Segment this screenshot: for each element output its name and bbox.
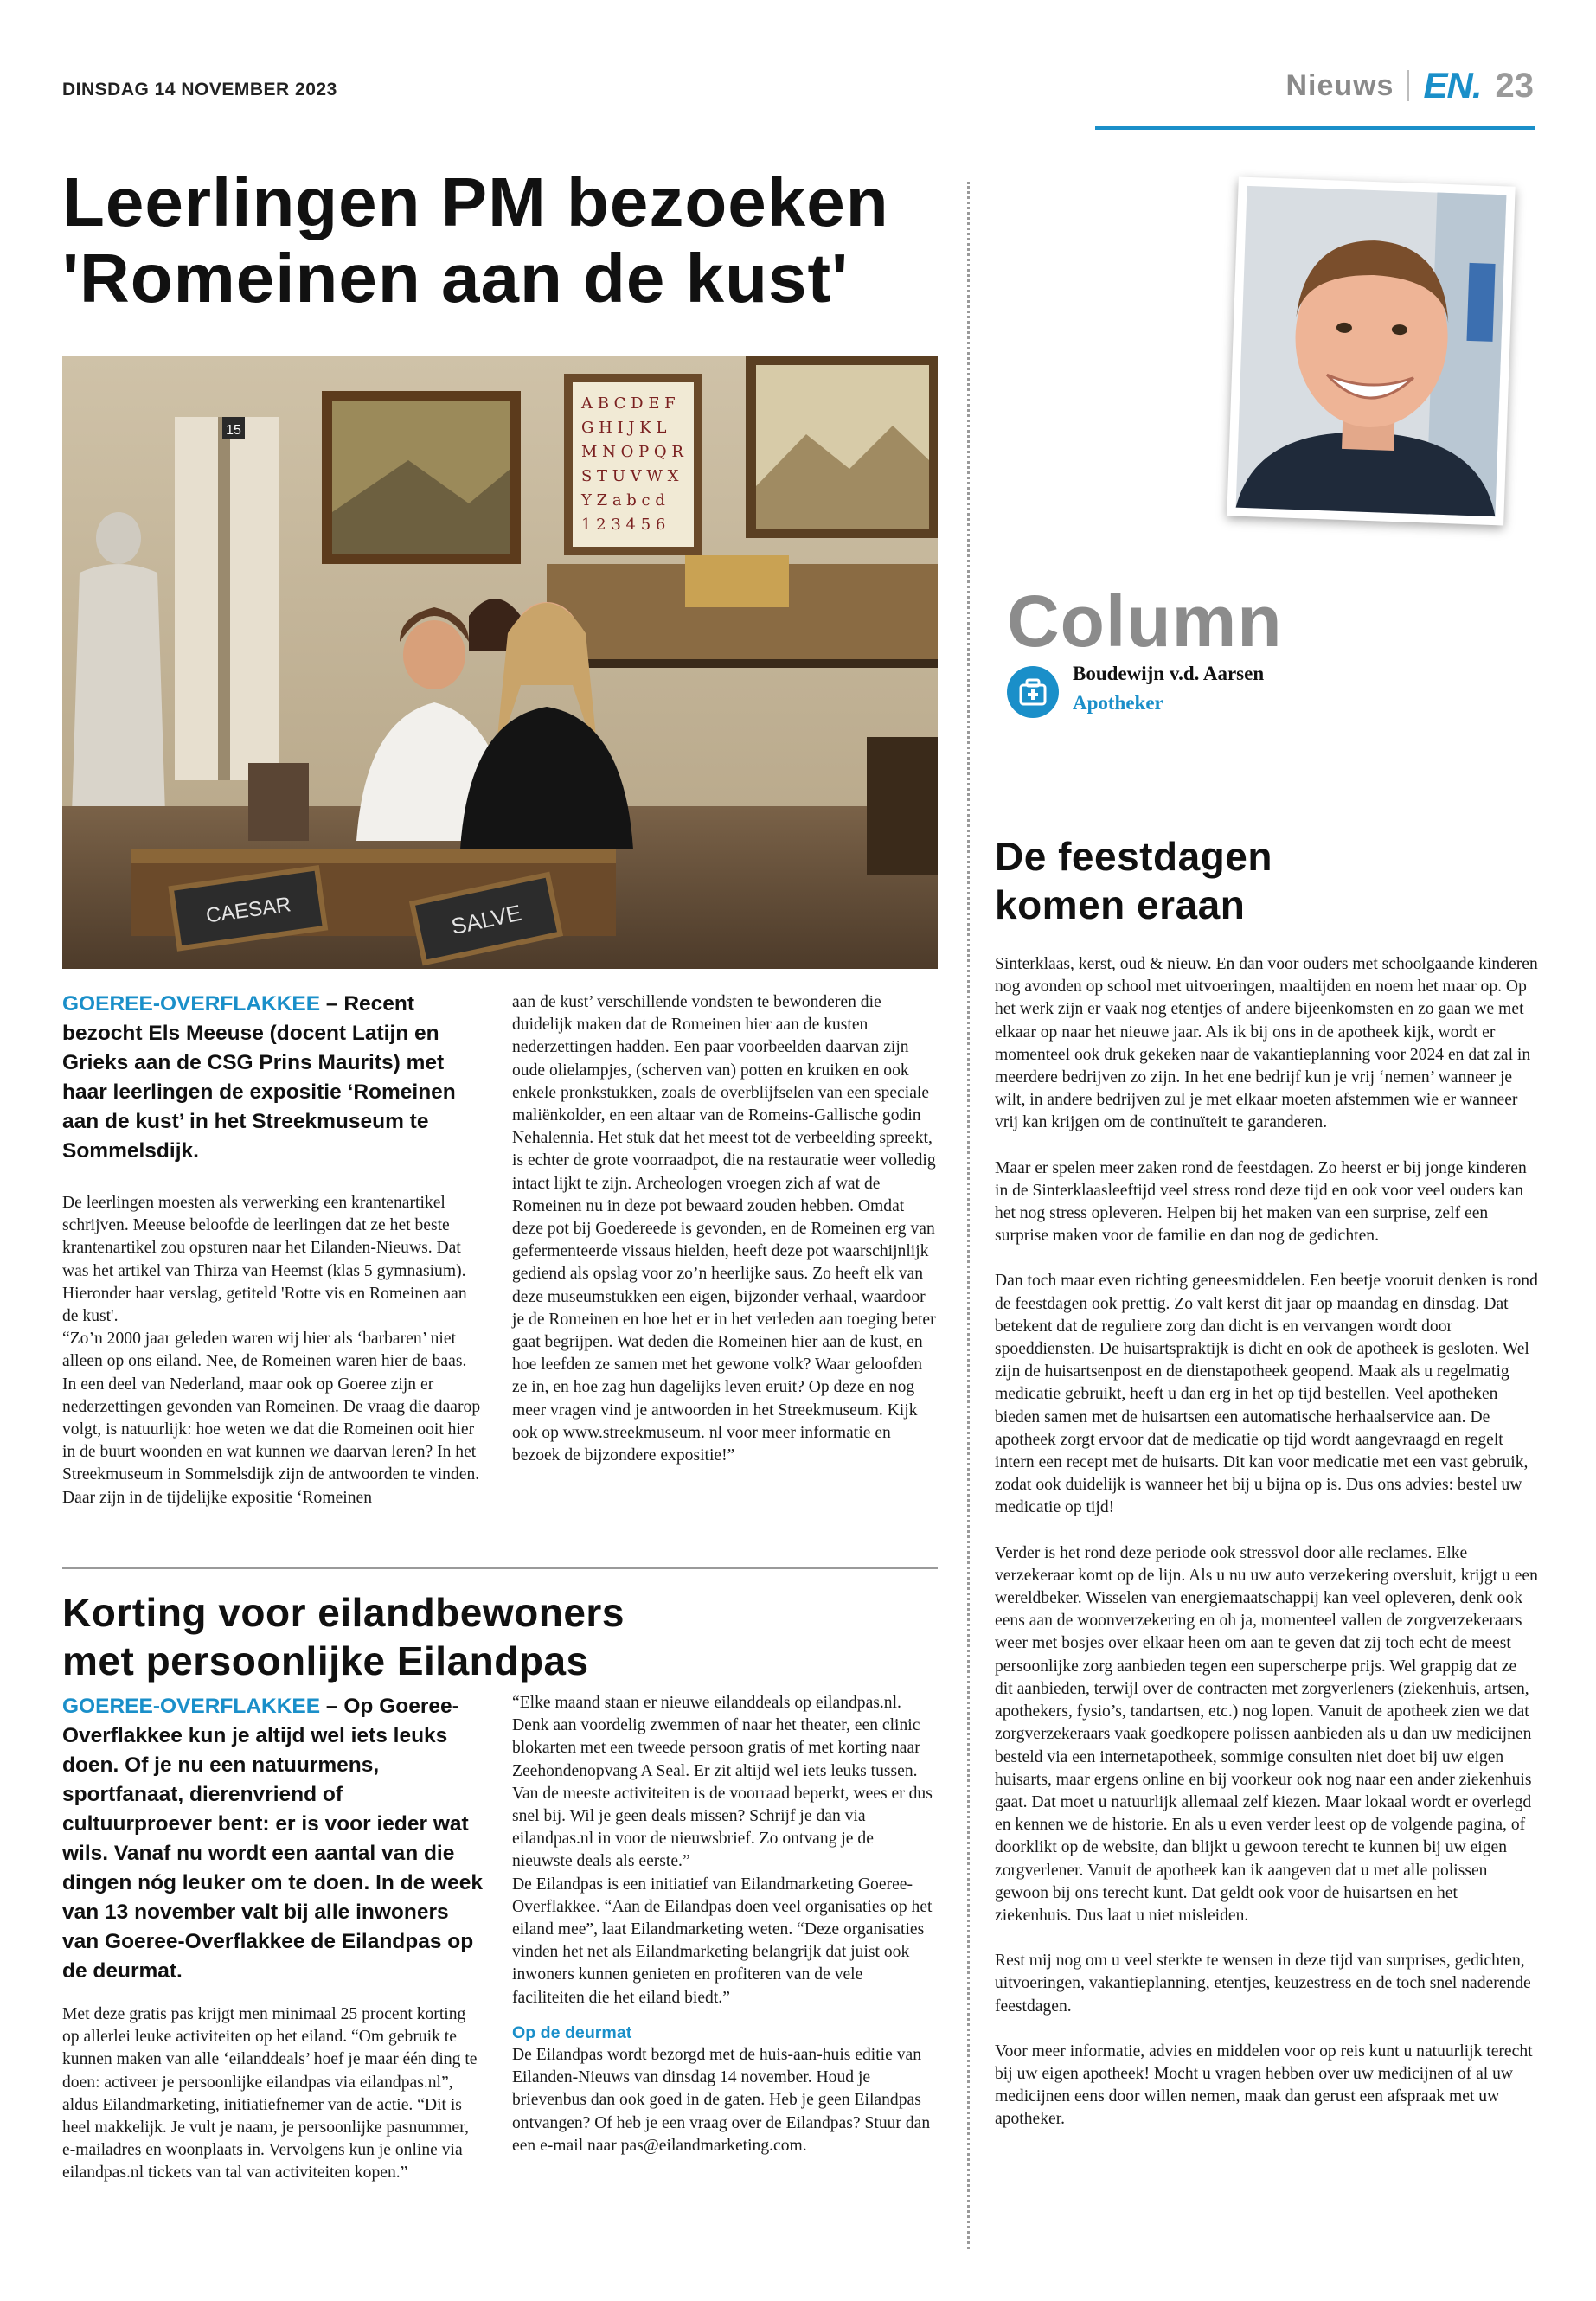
svg-text:Y Z a b c d: Y Z a b c d <box>581 491 665 510</box>
page-number: 23 <box>1495 66 1534 105</box>
body-paragraph: Rest mij nog om u veel sterkte te wensen in deze tijd van surprises, gedichten, uitvoeringen, vakantieplanning, etentjes, keuzestress en de toch snel naderende feestdagen. <box>995 1952 1531 2016</box>
header-rule <box>1095 126 1535 130</box>
article-lead-text: – Recent bezocht Els Meeuse (docent Latijn en Grieks aan de CSG Prins Maurits) met haar leerlingen de expositie ‘Romeinen aan de kust’ in het Streekmuseum te Sommelsdijk. <box>62 992 456 1163</box>
svg-text:A B C D E F: A B C D E F <box>581 394 676 413</box>
article2-headline <box>62 1588 938 1685</box>
article2-body-col1 <box>62 2003 483 2185</box>
article-kicker: GOEREE-OVERFLAKKEE <box>62 992 321 1016</box>
column-label: Column <box>1007 580 1283 662</box>
svg-text:G H I J K L: G H I J K L <box>581 419 667 437</box>
article-body-col2 <box>512 991 938 1467</box>
svg-text:1 2 3 4 5 6: 1 2 3 4 5 6 <box>581 516 666 534</box>
body-paragraph: Verder is het rond deze periode ook stressvol door alle reclames. Elke verzekeraar komt op de lijn. Als u nu uw auto verzekering oversluit, krijgt u een wereldbeker. Wisselen van energiemaatschappij kan veel opleveren, denk ook eens aan de woonverzekering en oh ja, momenteel vallen de zorgverzekeraars weer met bosjes over elkaar heen om aan te geven dat zij toch echt de meest persoonlijke zorg aanbieden tegen een superscherpe prijs. Wel grappig dat ze dit aanbieden, terwijl over de contracten met zorgverleners (ziekenhuis, artsen, apothekers, fysio’s, tandartsen, etc.) nog lopen. Vanuit de apotheek zien we dat zorgverzekeraars vaak goedkopere polissen aanbieden als u dan uw medicijnen besteld via een internetapotheek, sommige consulten niet doet bij uw eigen huisarts, maar ergens online en bij voorkeur ook nog naar een ander ziekenhuis gaat. Dat moet u natuurlijk allemaal zelf kiezen. Maar lokaal wordt er overlegd en kennen we de historie. En als u even verder leest op de volgende pagina, of doorklikt op de website, dan blijkt u gewoon terecht te kunnen bij uw eigen zorgverlener. Vanuit de apotheek kan ik aangeven dat u met alle polissen gewoon bij ons terecht kunt. Dat geldt ook voor de huisartsen en het ziekenhuis. Dus laat u niet misleiden. <box>995 1543 1538 1925</box>
pharmacy-icon <box>1007 666 1059 718</box>
body-paragraph: “Elke maand staan er nieuwe eilanddeals op eilandpas.nl. Denk aan voordelig zwemmen of naar het theater, een clinic blokarten met een tweede persoon gratis of met korting naar Zeehondenopvang A Seal. Er zit altijd wel iets leuks tussen. Van de meeste activiteiten is de voorraad beperkt, wees er dus snel bij. Wil je geen deals missen? Schrijf je dan via eilandpas.nl in voor de nieuwsbrief. Zo ontvang je de nieuwste deals als eerste.” <box>512 1694 933 1871</box>
headline-line-2: met persoonlijke Eilandpas <box>62 1638 589 1683</box>
headline-line-1: Leerlingen PM bezoeken <box>62 163 889 240</box>
author-name: Boudewijn v.d. Aarsen <box>1073 663 1265 684</box>
slate-sign-left: CAESAR <box>204 893 292 928</box>
body-paragraph: Met deze gratis pas krijgt men minimaal 25 procent korting op allerlei leuke activiteiten op het eiland. “Om gebruik te kunnen maken van alle ‘eilanddeals’ hoef je maar één ding te doen: activeer je persoonlijke eilandpas via eilandpas.nl”, aldus Eilandmarketing, initiatiefnemer van de actie. “Dit is heel makkelijk. Je vult je naam, je persoonlijke pasnummer, e-mailadres en woonplaats in. Vervolgens kun je online via eilandpas.nl tickets van tal van activiteiten kopen.” <box>62 2005 478 2182</box>
author-role: Apotheker <box>1073 692 1163 714</box>
article2-lead <box>62 1692 483 1986</box>
body-paragraph: De Eilandpas is een initiatief van Eilandmarketing Goeree-Overflakkee. “Aan de Eilandpas doen veel organisaties op het eiland mee”, laat Eilandmarketing weten. “Deze organisaties vinden het net als Eilandmarketing belangrijk dat juist ook inwoners kunnen genieten en profiteren van de vele faciliteiten die het eiland biedt.” <box>512 1875 933 2007</box>
headline-line-2: 'Romeinen aan de kust' <box>62 240 849 317</box>
article-headline <box>62 164 936 317</box>
page-header <box>1285 64 1534 107</box>
body-paragraph: Voor meer informatie, advies en middelen voor op reis kunt u natuurlijk terecht bij uw eigen apotheek! Mocht u vragen hebben over uw medicijnen of al uw medicijnen eens door willen nemen, maak dan gerust een afspraak met uw apotheker. <box>995 2041 1533 2129</box>
article-lead <box>62 990 483 1166</box>
body-paragraph: Sinterklaas, kerst, oud & nieuw. En dan voor ouders met schoolgaande kinderen nog avonden op school met uitvoeringen, maaltijden en noem het maar op. Op het werk zijn er vaak nog etentjes of andere bijeenkomsten en zo gaan we met elkaar op naar het nieuwe jaar. Als ik bij ons in de apotheek kijk, wordt er momenteel ook druk gekeken naar de vakantieplanning voor 2024 en dat zal in meerdere bedrijven zo zijn. In het ene bedrijf kun je vrij ‘nemen’ wanneer je wilt, in andere bedrijven zul je met elkaar moeten afstemmen wie er wanneer vrij kan krijgen om de continuïteit te garanderen. <box>995 955 1538 1132</box>
door-number: 15 <box>226 423 241 438</box>
headline-line-2: komen eraan <box>995 882 1246 927</box>
body-paragraph: De leerlingen moesten als verwerking een krantenartikel schrijven. Meeuse beloofde de leerlingen dat ze het beste krantenartikel zou opsturen naar het Eilanden-Nieuws. Dat was het artikel van Thirza van Heemst (klas 5 gymnasium). Hieronder haar verslag, getiteld 'Rotte vis en Romeinen aan de kust'. <box>62 1194 467 1326</box>
article-separator <box>62 1567 938 1569</box>
body-paragraph: Maar er spelen meer zaken rond de feestdagen. Zo heerst er bij jonge kinderen in de Sinterklaasleeftijd veel stress rond deze tijd en ook voor veel ouders kan het nog stress opleveren. Helpen bij het maken van een surprise, zelf een surprise maken voor de familie en dan nog de gedichten. <box>995 1158 1527 1246</box>
article2-kicker: GOEREE-OVERFLAKKEE <box>62 1695 321 1718</box>
body-paragraph: aan de kust’ verschillende vondsten te bewonderen die duidelijk maken dat de Romeinen hier aan de kusten nederzettingen hadden. Een paar voorbeelden daarvan zijn oude olielampjes, (scherven van) potten en kruiken en ook enkele pronkstukken, zoals de overblijfselen van een speciale maliënkolder, en een altaar van de Romeins-Gallische godin Nehalennia. Het stuk dat het meest tot de verbeelding spreekt, is echter de grote voorraadpot, die na restauratie weer volledig intact lijkt te zijn. Archeologen vroegen zich af wat de Romeinen nu in deze pot bewaard zouden hebben. Omdat deze pot bij Goedereede is gevonden, en de Romeinen erg van gefermenteerde vissaus hielden, heeft deze pot waarschijnlijk gediend als opslag voor zo’n heerlijke saus. Zo heeft elk van deze museumstukken een eigen, bijzonder verhaal, waardoor je de Romeinen en hoe het er in het verleden aan toeging beter gaat begrijpen. Wat deden die Romeinen hier aan de kust, en hoe leefden ze samen met het gewone volk? Waar geloofden ze in, en hoe zag hun dagelijks leven eruit? Op deze en nog meer vragen vind je antwoorden in het Streekmuseum. Kijk ook op www.streekmuseum. nl voor meer informatie en bezoek de bijzondere expositie!” <box>512 993 936 1465</box>
article2-lead-text: – Op Goeree-Overflakkee kun je altijd wel iets leuks doen. Of je nu een natuurmens, sportfanaat, dierenvriend of cultuurproever bent: er is voor ieder wat wils. Vanaf nu wordt een aantal van die dingen nóg leuker om te doen. In de week van 13 november valt bij alle inwoners van Goeree-Overflakkee de Eilandpas op de deurmat. <box>62 1695 483 1983</box>
svg-text:S T U V W X: S T U V W X <box>581 467 679 485</box>
column-headline <box>995 832 1531 929</box>
slate-sign-right: SALVE <box>449 899 524 940</box>
article2-body-col2 <box>512 1692 938 2157</box>
column-body <box>995 953 1538 2131</box>
article-body-col1 <box>62 1192 483 1509</box>
headline-line-1: De feestdagen <box>995 834 1272 879</box>
body-paragraph: “Zo’n 2000 jaar geleden waren wij hier als ‘barbaren’ niet alleen op ons eiland. Nee, de Romeinen waren hier de baas. In een deel van Nederland, maar ook op Goeree zijn er nederzettingen gevonden van Romeinen. De vraag die daarop volgt, is natuurlijk: hoe weten we dat die Romeinen ooit hier in de buurt woonden en wat kunnen we daarvan leren? In het Streekmuseum in Sommelsdijk zijn de antwoorden te vinden. Daar zijn in de tijdelijke expositie ‘Romeinen <box>62 1330 481 1507</box>
headline-line-1: Korting voor eilandbewoners <box>62 1590 625 1635</box>
issue-date: DINSDAG 14 NOVEMBER 2023 <box>62 80 337 99</box>
brand-logo: EN. <box>1423 65 1482 106</box>
body-paragraph: De Eilandpas wordt bezorgd met de huis-aan-huis editie van Eilanden-Nieuws van dinsdag 14 november. Houd je brievenbus dan ook goed in de gaten. Heb je geen Eilandpas ontvangen? Of heb je een vraag over de Eilandpas? Stuur dan een e-mail naar pas@eilandmarketing.com. <box>512 2046 931 2155</box>
column-divider <box>967 182 970 2249</box>
article-photo <box>62 356 938 969</box>
author-portrait <box>1227 177 1515 526</box>
section-label: Nieuws <box>1285 68 1394 102</box>
body-paragraph: Dan toch maar even richting geneesmiddelen. Een beetje vooruit denken is rond de feestdagen ook prettig. Zo valt kerst dit jaar op maandag en dinsdag. Dat betekent dat de reguliere zorg dan dicht is en vervangen wordt door spoeddiensten. De huisartspraktijk is dicht en ook de apotheek is gesloten. Wel zijn de huisartsenpost en de dienstapotheek geopend. Maak als u regelmatig medicatie gebruikt, heeft u dan erg in het op tijd bestellen. Veel apotheken bieden samen met de huisartsen een automatische herhaalservice aan. De apotheek zorgt ervoor dat de medicatie op tijd wordt aangevraagd en regelt intern een recept met de huisarts. Dit kan voor medicatie met een vast gebruik, zodat ook duidelijk is wanneer het bij u bijna op is. Dus ons advies: bestel uw medicatie op tijd! <box>995 1272 1538 1517</box>
header-divider <box>1407 70 1409 101</box>
article2-subhead: Op de deurmat <box>512 2022 632 2042</box>
svg-text:M N O P Q R: M N O P Q R <box>581 443 683 461</box>
